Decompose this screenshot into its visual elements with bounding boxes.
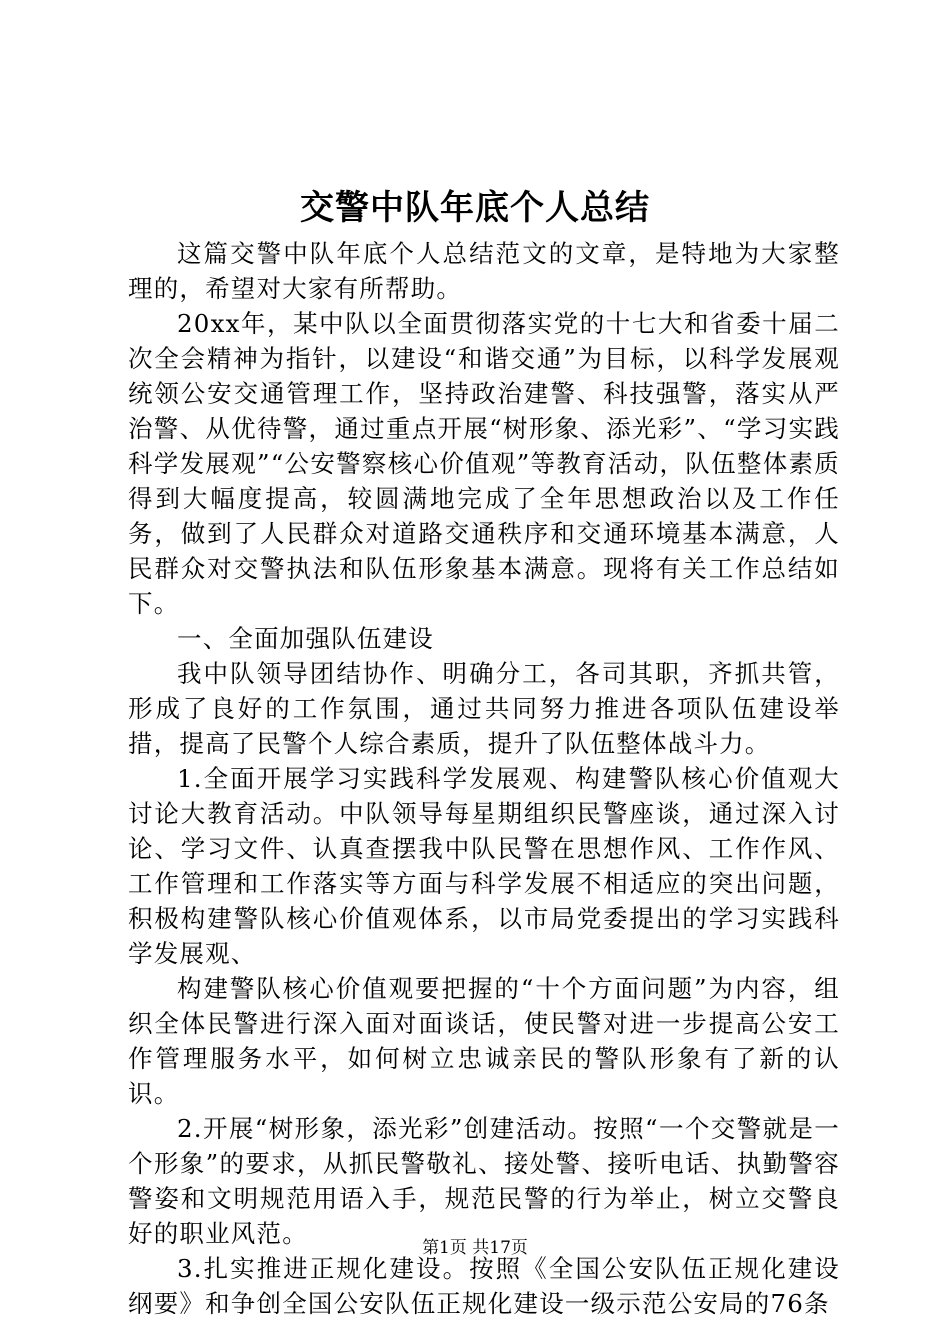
- paragraph-team-building: 我中队领导团结协作、明确分工，各司其职，齐抓共管，形成了良好的工作氛围，通过共同努力推进各项队伍建设举措，提高了民警个人综合素质，提升了队伍整体战斗力。: [128, 659, 840, 758]
- paragraph-item-1: 1.全面开展学习实践科学发展观、构建警队核心价值观大讨论大教育活动。中队领导每星期组织民警座谈，通过深入讨论、学习文件、认真查摆我中队民警在思想作风、工作作风、工作管理和工作落实等方面与科学发展不相适应的突出问题，积极构建警队核心价值观体系，以市局党委提出的学习实践科学发展观、: [128, 764, 840, 968]
- paragraph-item-3: 3.扎实推进正规化建设。按照《全国公安队伍正规化建设纲要》和争创全国公安队伍正规化建设一级示范公安局的76条: [128, 1254, 840, 1318]
- paragraph-item-1-continued: 构建警队核心价值观要把握的“十个方面问题”为内容，组织全体民警进行深入面对面谈话，使民警对进一步提高公安工作管理服务水平，如何树立忠诚亲民的警队形象有了新的认识。: [128, 974, 840, 1108]
- paragraph-intro: 这篇交警中队年底个人总结范文的文章，是特地为大家整理的，希望对大家有所帮助。: [128, 239, 840, 303]
- page-footer: 第1页 共17页: [422, 1238, 528, 1258]
- paragraph-item-2: 2.开展“树形象，添光彩”创建活动。按照“一个交警就是一个形象”的要求，从抓民警敬礼、接处警、接听电话、执勤警容警姿和文明规范用语入手，规范民警的行为举止，树立交警良好的职业风范。: [128, 1114, 840, 1248]
- paragraph-overview: 20xx年，某中队以全面贯彻落实党的十七大和省委十届二次全会精神为指针，以建设“和谐交通”为目标，以科学发展观统领公安交通管理工作，坚持政治建警、科技强警，落实从严治警、从优待警，通过重点开展“树形象、添光彩”、“学习实践科学发展观”“公安警察核心价值观”等教育活动，队伍整体素质得到大幅度提高，较圆满地完成了全年思想政治以及工作任务，做到了人民群众对道路交通秩序和交通环境基本满意，人民群众对交警执法和队伍形象基本满意。现将有关工作总结如下。: [128, 309, 840, 618]
- section-heading-team-building: 一、全面加强队伍建设: [177, 624, 434, 653]
- document-body: [128, 236, 840, 1321]
- document-title: 交警中队年底个人总结: [300, 188, 650, 228]
